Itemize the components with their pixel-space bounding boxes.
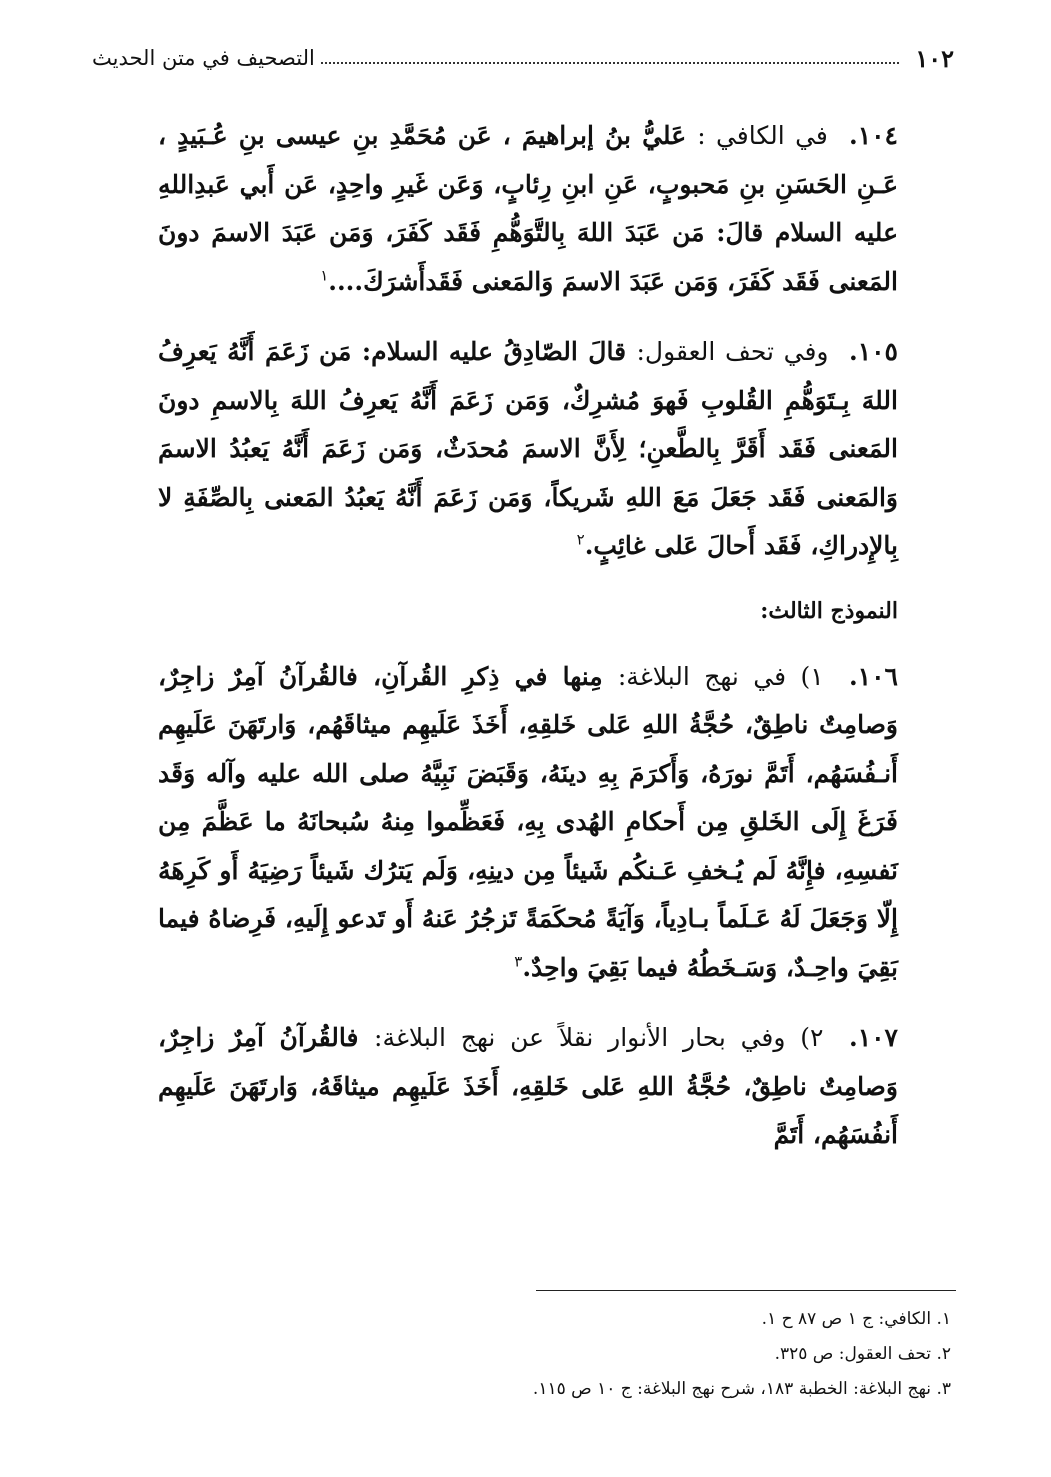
main-text [158, 112, 898, 1182]
hadith-text: فالقُرآنُ آمِرٌ زاجِرٌ، وَصامِتٌ ناطِقٌ، حُجَّةُ اللهِ عَلى خَلقِهِ، أَخَذَ عَلَيهِم ميثاقَهُ، وَارتَهَنَ عَلَيهِم أَنفُسَهُم، أَتَمَّ [158, 1023, 898, 1149]
page-header [92, 38, 954, 78]
paragraph-number: ١٠٧. [848, 1023, 898, 1052]
footnote-ref[interactable]: ٣ [514, 952, 523, 971]
hadith-text: عَليُّ بنُ إبراهيمَ ، عَن مُحَمَّدِ بنِ عيسى بنِ عُـبَيدٍ ، عَـنِ الحَسَنِ بنِ مَحبوبٍ، عَنِ ابنِ رِئابٍ، وَعَن غَيرِ واحِدٍ، عَن أَبي عَبدِاللهِ عليه السلام قالَ: مَن عَبَدَ اللهَ بِالتَّوَهُّمِ فَقَد كَفَرَ، وَمَن عَبَدَ الاسمَ دونَ المَعنى فَقَد كَفَرَ، وَمَن عَبَدَ الاسمَ وَالمَعنى فَقَدأَشرَكَ.... [158, 121, 898, 296]
source-name: ١) في نهج البلاغة: [617, 661, 824, 691]
paragraph-number: ١٠٥. [848, 337, 898, 366]
section-heading: النموذج الثالث: [760, 597, 898, 624]
footnotes [191, 1302, 951, 1407]
hadith-text: مِنها في ذِكرِ القُرآنِ، فالقُرآنُ آمِرٌ زاجِرٌ، وَصامِتٌ ناطِقٌ، حُجَّةُ اللهِ عَلى خَلقِهِ، أَخَذَ عَلَيهِم ميثاقَهُم، وَارتَهَنَ عَلَيهِم أَنـفُسَهُم، أَتَمَّ نورَهُ، وَأَكرَمَ بِهِ دينَهُ، وَقَبَضَ نَبِيَّهُ صلى الله عليه وآله وَقَد فَرَغَ إِلَى الخَلقِ مِن أَحكامِ الهُدى بِهِ، فَعَظِّموا مِنهُ سُبحانَهُ ما عَظَّمَ مِن نَفسِهِ، فإِنَّهُ لَم يُـخفِ عَـنكُم شَيئاً مِن دينِهِ، وَلَم يَترُك شَيئاً رَضِيَهُ أَو كَرِهَهُ إِلّا وَجَعَلَ لَهُ عَـلَماً بـادِياً، وَآيَةً مُحكَمَةً تَزجُرُ عَنهُ أَو تَدعو إِلَيهِ، فَرِضاهُ فيما بَقِيَ واحِـدٌ، وَسَـخَطُهُ فيما بَقِيَ واحِدٌ. [158, 661, 898, 982]
hadith-text: قالَ الصّادِقُ عليه السلام: مَن زَعَمَ أَنَّهُ يَعرِفُ اللهَ بِـتَوَهُّمِ القُلوبِ فَهوَ مُشرِكٌ، وَمَن زَعَمَ أَنَّهُ يَعرِفُ اللهَ بِالاسمِ دونَ المَعنى فَقَد أَقَرَّ بِالطَّعنِ؛ لِأَنَّ الاسمَ مُحدَثٌ، وَمَن زَعَمَ أَنَّهُ يَعبُدُ الاسمَ وَالمَعنى فَقَد جَعَلَ مَعَ اللهِ شَريكاً، وَمَن زَعَمَ أَنَّهُ يَعبُدُ المَعنى بِالصِّفَةِ لا بِالإِدراكِ، فَقَد أَحالَ عَلى غائِبٍ. [158, 337, 898, 560]
hadith-paragraph-105 [158, 328, 898, 571]
running-title: التصحيف في متن الحديث [92, 46, 315, 70]
footnote-3: ٣. نهج البلاغة: الخطبة ١٨٣، شرح نهج البلاغة: ج ١٠ ص ١١٥. [532, 1379, 951, 1399]
paragraph-number: ١٠٦. [848, 661, 898, 691]
footnote-divider [536, 1290, 956, 1291]
footnote-ref[interactable]: ١ [320, 266, 329, 285]
page-number: ١٠٢ [915, 43, 954, 73]
hadith-paragraph-106 [158, 653, 898, 993]
footnote-1: ١. الكافي: ج ١ ص ٨٧ ح ١. [761, 1309, 951, 1329]
source-name: وفي تحف العقول: [636, 337, 829, 366]
hadith-paragraph-104 [158, 112, 898, 306]
hadith-paragraph-107 [158, 1014, 898, 1160]
footnote-2: ٢. تحف العقول: ص ٣٢٥. [774, 1344, 951, 1364]
footnote-ref[interactable]: ٢ [576, 530, 585, 549]
header-dotted-leader [321, 62, 900, 64]
paragraph-number: ١٠٤. [848, 121, 898, 150]
source-name: في الكافي : [697, 121, 828, 150]
source-name: ٢) وفي بحار الأنوار نقلاً عن نهج البلاغة: [374, 1023, 824, 1052]
